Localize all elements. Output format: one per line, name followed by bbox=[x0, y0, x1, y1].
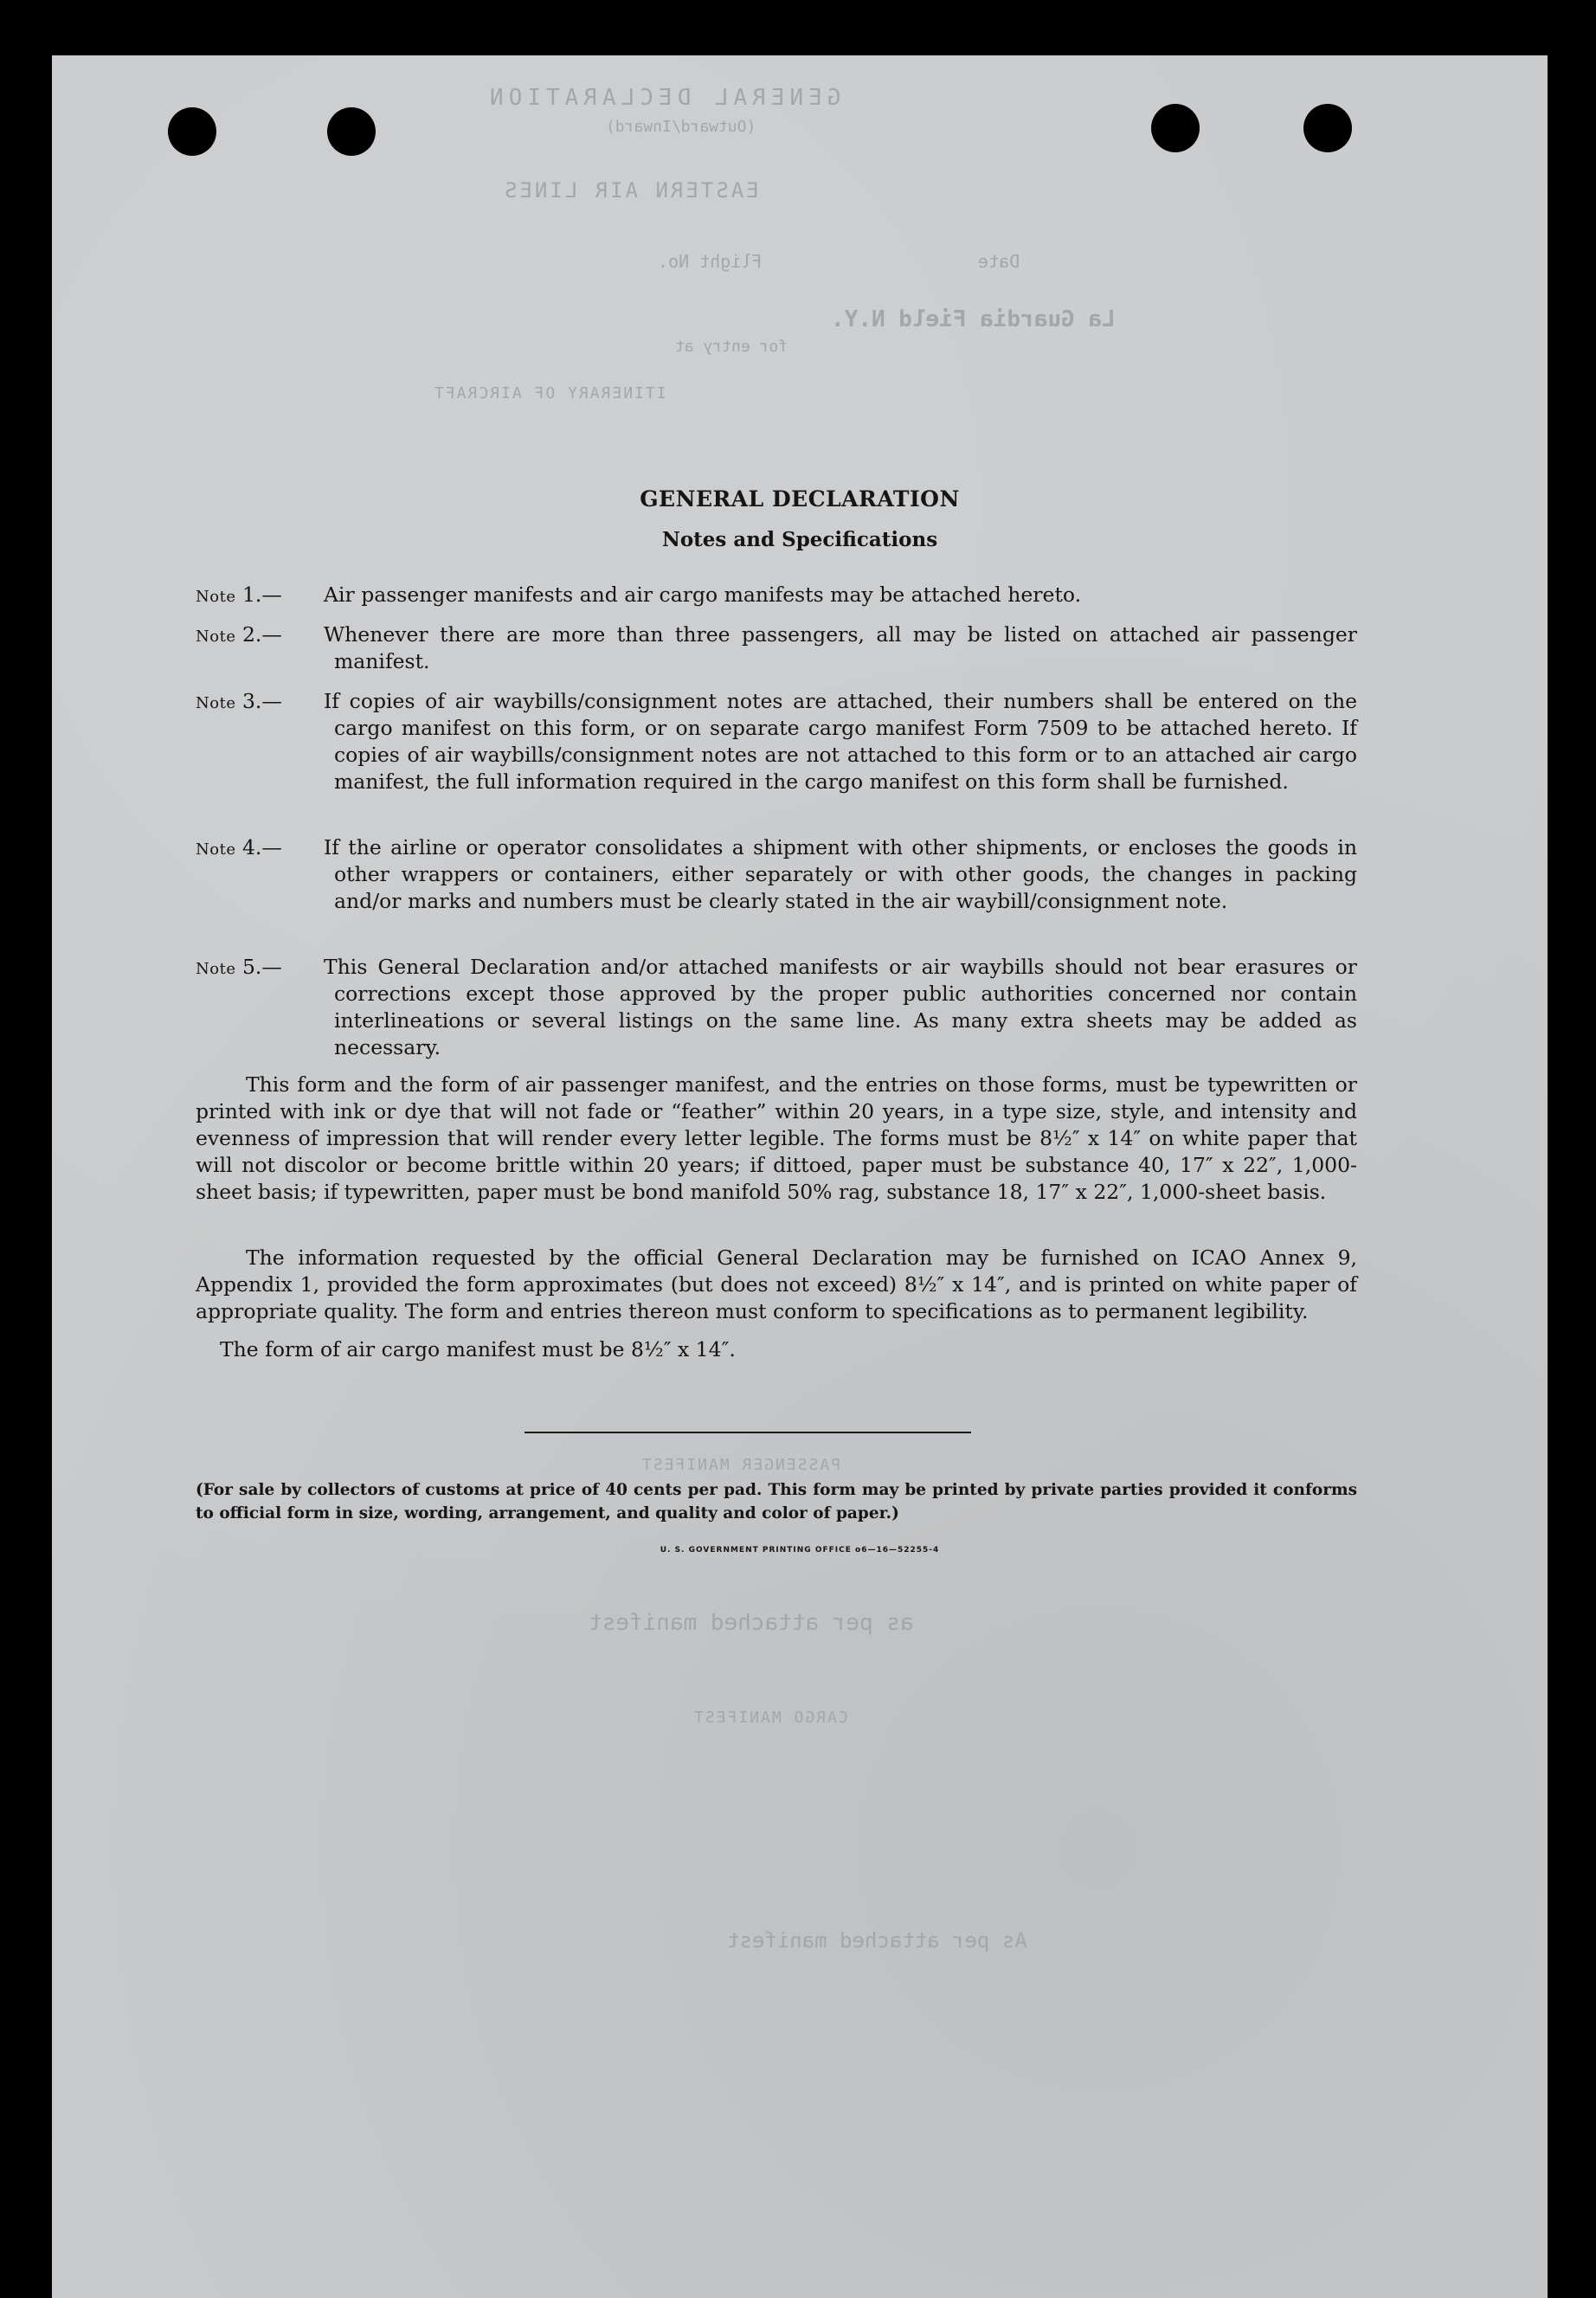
punch-hole-right-1 bbox=[1151, 104, 1200, 152]
sale-notice: (For sale by collectors of customs at price of 40 cents per pad. This form may be printed by private parties provided it conforms to official form in size, wording, arrangement, and quality and color of paper.) bbox=[196, 1481, 1357, 1522]
note-text: If copies of air waybills/consignment notes are attached, their numbers shall be entered on the cargo manifest on this form, or on separate cargo manifest Form 7509 to be attached hereto. If copies of air waybills/consignment notes are not attached to this form or to an attached air cargo manifest, the full information required in the cargo manifest on this form shall be furnished. bbox=[324, 689, 1357, 794]
note-3 bbox=[196, 688, 1357, 795]
divider-rule bbox=[524, 1432, 971, 1433]
bleed-through-passenger-manifest: PASSENGER MANIFEST bbox=[640, 1456, 841, 1474]
punch-hole-right-2 bbox=[1303, 104, 1352, 152]
bleed-through-entry: for entry at bbox=[675, 338, 788, 356]
document-page bbox=[52, 55, 1548, 2298]
note-label: Note 5.— bbox=[196, 955, 282, 979]
bleed-through-flight: Flight No. bbox=[658, 251, 763, 272]
note-text: Whenever there are more than three passengers, all may be listed on attached air passenger manifest. bbox=[324, 622, 1357, 673]
paragraph-cargo-size: The form of air cargo manifest must be 8½″ x 14″. bbox=[220, 1337, 736, 1361]
note-label: Note 3.— bbox=[196, 689, 282, 713]
note-1 bbox=[196, 582, 1357, 608]
bleed-through-cargo-manifest: CARGO MANIFEST bbox=[692, 1709, 848, 1727]
printer-imprint: U. S. GOVERNMENT PRINTING OFFICE o6—16—52255-4 bbox=[660, 1546, 940, 1555]
bleed-through-cargo-note: As per attached manifest bbox=[727, 1928, 1027, 1953]
note-label: Note 2.— bbox=[196, 622, 282, 647]
punch-hole-center bbox=[327, 107, 376, 156]
note-label: Note 4.— bbox=[196, 835, 282, 859]
page-subtitle: Notes and Specifications bbox=[661, 528, 938, 551]
bleed-through-date: Date bbox=[978, 251, 1020, 272]
paragraph-type-requirements: This form and the form of air passenger manifest, and the entries on those forms, must be typewritten or printed with ink or dye that will not fade or “feather” within 20 years, in a type size, style, and intensity and evenness of impression that will render every letter legible. The forms must be 8½″ x 14″ on white paper that will not discolor or become brittle within 20 years; if dittoed, paper must be substance 40, 17″ x 22″, 1,000-sheet basis; if typewritten, paper must be bond manifold 50% rag, substance 18, 17″ x 22″, 1,000-sheet basis. bbox=[196, 1072, 1357, 1204]
note-4 bbox=[196, 834, 1357, 915]
note-5 bbox=[196, 954, 1357, 1061]
bleed-through-itinerary: ITINERARY OF AIRCRAFT bbox=[433, 384, 666, 402]
note-text: This General Declaration and/or attached manifests or air waybills should not bear erasures or corrections except those approved by the proper public authorities concerned nor contain interlineations or several listings on the same line. As many extra sheets may be added as necessary. bbox=[324, 955, 1357, 1059]
bleed-through-airport: La Guardia Field N.Y. bbox=[831, 306, 1116, 332]
bleed-through-subheading: (Outward/Inward) bbox=[606, 118, 756, 136]
note-text: Air passenger manifests and air cargo manifests may be attached hereto. bbox=[324, 583, 1082, 607]
note-text: If the airline or operator consolidates a shipment with other shipments, or encloses the goods in other wrappers or containers, either separately or with other goods, the changes in packing and/or marks and numbers must be clearly stated in the air waybill/consignment note. bbox=[324, 835, 1357, 913]
bleed-through-passenger-note: as per attached manifest bbox=[589, 1610, 914, 1636]
bleed-through-airline: EASTERN AIR LINES bbox=[502, 178, 759, 203]
punch-hole-left bbox=[168, 107, 216, 156]
page-title: GENERAL DECLARATION bbox=[640, 486, 960, 512]
paragraph-icao: The information requested by the official General Declaration may be furnished on ICAO Annex 9, Appendix 1, provided the form approximates (but does not exceed) 8½″ x 14″, and is printed on white paper of appropriate quality. The form and entries thereon must conform to specifications as to permanent legibility. bbox=[196, 1246, 1357, 1323]
bleed-through-heading: GENERAL DECLARATION bbox=[485, 85, 841, 111]
note-label: Note 1.— bbox=[196, 583, 282, 607]
note-2 bbox=[196, 621, 1357, 675]
